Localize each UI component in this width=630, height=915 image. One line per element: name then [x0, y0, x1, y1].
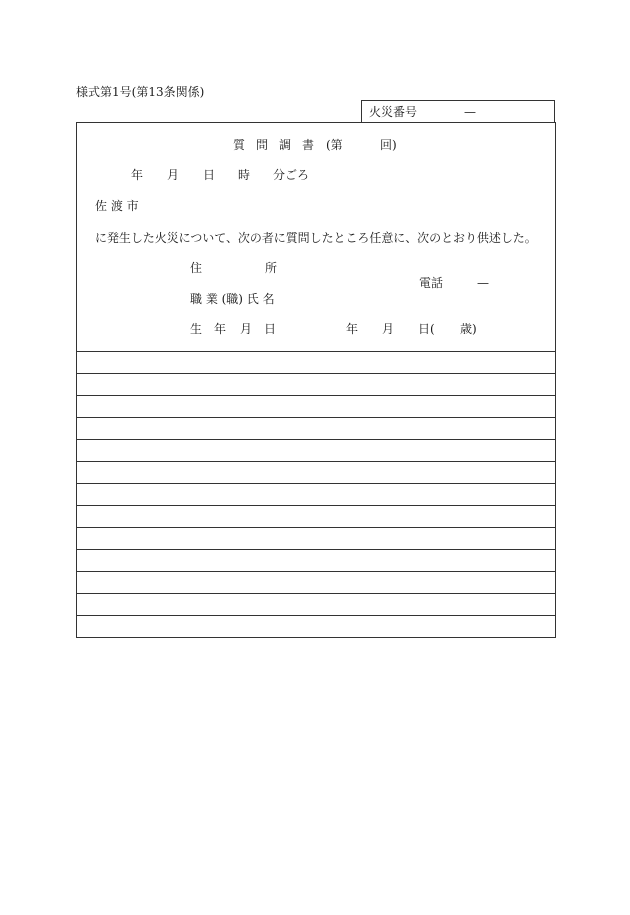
title-round-open: (第 [326, 138, 343, 152]
statement-line[interactable] [76, 549, 556, 550]
address-label-2: 所 [265, 261, 278, 275]
dob-label-3: 月 [240, 322, 253, 336]
statement-text: に発生した火災について、次の者に質問したところ任意に、次のとおり供述した。 [95, 231, 537, 245]
statement-line[interactable] [76, 373, 556, 374]
title-char-4: 書 [302, 138, 315, 152]
statement-line[interactable] [76, 593, 556, 594]
statement-line[interactable] [76, 351, 556, 352]
datetime-hour-label: 時 [238, 168, 251, 182]
occupation-name-label: 職 業 (職) 氏 名 [190, 292, 275, 306]
phone-dash: — [477, 276, 489, 290]
datetime-minute-label: 分ごろ [273, 168, 310, 182]
address-label-1: 住 [190, 261, 203, 275]
datetime-month-label: 月 [167, 168, 180, 182]
statement-line[interactable] [76, 417, 556, 418]
fire-number-dash: — [464, 105, 476, 119]
interview-form-frame [76, 122, 556, 638]
title-char-3: 調 [279, 138, 292, 152]
dob-label-4: 日 [264, 322, 277, 336]
phone-label: 電話 [419, 276, 444, 290]
statement-line[interactable] [76, 483, 556, 484]
statement-line[interactable] [76, 439, 556, 440]
age-label: 歳) [460, 322, 477, 336]
statement-line[interactable] [76, 615, 556, 616]
statement-line[interactable] [76, 505, 556, 506]
dob-day-label: 日( [418, 322, 435, 336]
title-char-2: 問 [256, 138, 269, 152]
fire-number-label: 火災番号 [369, 105, 418, 119]
city-label: 佐 渡 市 [95, 199, 139, 213]
dob-label-2: 年 [214, 322, 227, 336]
datetime-year-label: 年 [131, 168, 144, 182]
statement-line[interactable] [76, 461, 556, 462]
statement-line[interactable] [76, 395, 556, 396]
datetime-day-label: 日 [203, 168, 216, 182]
title-round-close: 回) [380, 138, 397, 152]
dob-year-label: 年 [346, 322, 359, 336]
title-char-1: 質 [233, 138, 246, 152]
dob-month-label: 月 [382, 322, 395, 336]
statement-line[interactable] [76, 571, 556, 572]
statement-line[interactable] [76, 527, 556, 528]
dob-label-1: 生 [190, 322, 203, 336]
form-number-label: 様式第1号(第13条関係) [76, 85, 205, 99]
